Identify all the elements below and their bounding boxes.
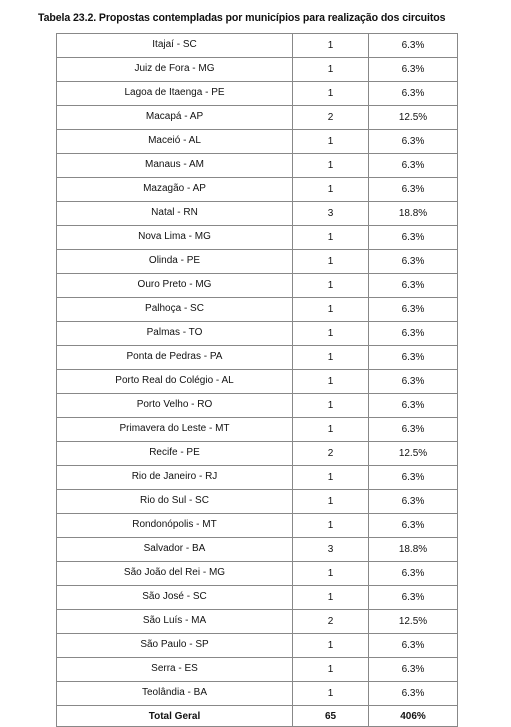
table-row	[57, 658, 458, 682]
quantity-cell: 1	[293, 178, 369, 202]
municipality-cell: São Paulo - SP	[57, 634, 293, 658]
municipality-cell: Primavera do Leste - MT	[57, 418, 293, 442]
municipality-cell: Juiz de Fora - MG	[57, 58, 293, 82]
quantity-cell: 1	[293, 298, 369, 322]
municipality-cell: Teolândia - BA	[57, 682, 293, 706]
percentage-cell: 6.3%	[369, 418, 458, 442]
percentage-cell: 6.3%	[369, 82, 458, 106]
percentage-cell: 6.3%	[369, 250, 458, 274]
percentage-cell: 6.3%	[369, 226, 458, 250]
quantity-cell: 1	[293, 322, 369, 346]
quantity-cell: 2	[293, 442, 369, 466]
municipality-cell: Olinda - PE	[57, 250, 293, 274]
table-row	[57, 202, 458, 226]
percentage-cell: 6.3%	[369, 154, 458, 178]
percentage-cell: 6.3%	[369, 178, 458, 202]
table-row	[57, 442, 458, 466]
table-row	[57, 106, 458, 130]
table-row	[57, 178, 458, 202]
table-row	[57, 298, 458, 322]
percentage-cell: 6.3%	[369, 298, 458, 322]
quantity-cell: 1	[293, 250, 369, 274]
municipality-cell: Ouro Preto - MG	[57, 274, 293, 298]
percentage-cell: 6.3%	[369, 466, 458, 490]
total-percentage: 406%	[369, 706, 458, 727]
table-row	[57, 226, 458, 250]
municipality-cell: Ponta de Pedras - PA	[57, 346, 293, 370]
quantity-cell: 3	[293, 202, 369, 226]
municipality-cell: Lagoa de Itaenga - PE	[57, 82, 293, 106]
table-row	[57, 562, 458, 586]
table-caption: Tabela 23.2. Propostas contempladas por municípios para realização dos circuitos	[38, 12, 446, 24]
percentage-cell: 6.3%	[369, 346, 458, 370]
quantity-cell: 3	[293, 538, 369, 562]
quantity-cell: 1	[293, 394, 369, 418]
percentage-cell: 12.5%	[369, 442, 458, 466]
quantity-cell: 1	[293, 418, 369, 442]
table-row	[57, 370, 458, 394]
table-row	[57, 274, 458, 298]
percentage-cell: 6.3%	[369, 130, 458, 154]
percentage-cell: 6.3%	[369, 274, 458, 298]
table-row	[57, 682, 458, 706]
municipality-cell: Manaus - AM	[57, 154, 293, 178]
municipality-cell: Palmas - TO	[57, 322, 293, 346]
municipality-cell: Natal - RN	[57, 202, 293, 226]
municipality-cell: Rio de Janeiro - RJ	[57, 466, 293, 490]
quantity-cell: 1	[293, 658, 369, 682]
quantity-cell: 2	[293, 106, 369, 130]
municipality-cell: Salvador - BA	[57, 538, 293, 562]
percentage-cell: 6.3%	[369, 394, 458, 418]
quantity-cell: 1	[293, 514, 369, 538]
table-row	[57, 394, 458, 418]
municipality-cell: São José - SC	[57, 586, 293, 610]
table-row	[57, 466, 458, 490]
quantity-cell: 1	[293, 490, 369, 514]
table-row	[57, 82, 458, 106]
table-row	[57, 514, 458, 538]
percentage-cell: 6.3%	[369, 562, 458, 586]
percentage-cell: 6.3%	[369, 322, 458, 346]
quantity-cell: 1	[293, 274, 369, 298]
municipality-cell: Porto Velho - RO	[57, 394, 293, 418]
percentage-cell: 12.5%	[369, 106, 458, 130]
percentage-cell: 12.5%	[369, 610, 458, 634]
quantity-cell: 1	[293, 58, 369, 82]
municipality-cell: Rondonópolis - MT	[57, 514, 293, 538]
percentage-cell: 6.3%	[369, 58, 458, 82]
municipality-cell: Itajaí - SC	[57, 34, 293, 58]
percentage-cell: 6.3%	[369, 682, 458, 706]
table-row	[57, 58, 458, 82]
quantity-cell: 1	[293, 370, 369, 394]
table-row	[57, 490, 458, 514]
table-row	[57, 322, 458, 346]
total-row	[57, 706, 458, 727]
municipality-cell: Mazagão - AP	[57, 178, 293, 202]
municipality-cell: Recife - PE	[57, 442, 293, 466]
quantity-cell: 1	[293, 346, 369, 370]
table-row	[57, 538, 458, 562]
quantity-cell: 1	[293, 154, 369, 178]
table-row	[57, 154, 458, 178]
quantity-cell: 1	[293, 682, 369, 706]
quantity-cell: 2	[293, 610, 369, 634]
table-row	[57, 130, 458, 154]
table-row	[57, 586, 458, 610]
quantity-cell: 1	[293, 82, 369, 106]
quantity-cell: 1	[293, 586, 369, 610]
total-label: Total Geral	[57, 706, 293, 727]
quantity-cell: 1	[293, 466, 369, 490]
municipality-table	[56, 33, 458, 727]
table-row	[57, 418, 458, 442]
municipality-cell: São João del Rei - MG	[57, 562, 293, 586]
table-row	[57, 34, 458, 58]
table-row	[57, 250, 458, 274]
quantity-cell: 1	[293, 634, 369, 658]
percentage-cell: 6.3%	[369, 586, 458, 610]
percentage-cell: 6.3%	[369, 514, 458, 538]
quantity-cell: 1	[293, 226, 369, 250]
municipality-cell: Nova Lima - MG	[57, 226, 293, 250]
table-row	[57, 610, 458, 634]
municipality-cell: Maceió - AL	[57, 130, 293, 154]
percentage-cell: 6.3%	[369, 658, 458, 682]
municipality-cell: Macapá - AP	[57, 106, 293, 130]
municipality-cell: Rio do Sul - SC	[57, 490, 293, 514]
percentage-cell: 6.3%	[369, 490, 458, 514]
quantity-cell: 1	[293, 34, 369, 58]
quantity-cell: 1	[293, 562, 369, 586]
municipality-cell: São Luís - MA	[57, 610, 293, 634]
table-body	[57, 34, 458, 727]
quantity-cell: 1	[293, 130, 369, 154]
table-row	[57, 634, 458, 658]
table-row	[57, 346, 458, 370]
percentage-cell: 18.8%	[369, 538, 458, 562]
percentage-cell: 6.3%	[369, 370, 458, 394]
percentage-cell: 18.8%	[369, 202, 458, 226]
municipality-cell: Palhoça - SC	[57, 298, 293, 322]
percentage-cell: 6.3%	[369, 634, 458, 658]
percentage-cell: 6.3%	[369, 34, 458, 58]
municipality-cell: Porto Real do Colégio - AL	[57, 370, 293, 394]
municipality-cell: Serra - ES	[57, 658, 293, 682]
total-quantity: 65	[293, 706, 369, 727]
